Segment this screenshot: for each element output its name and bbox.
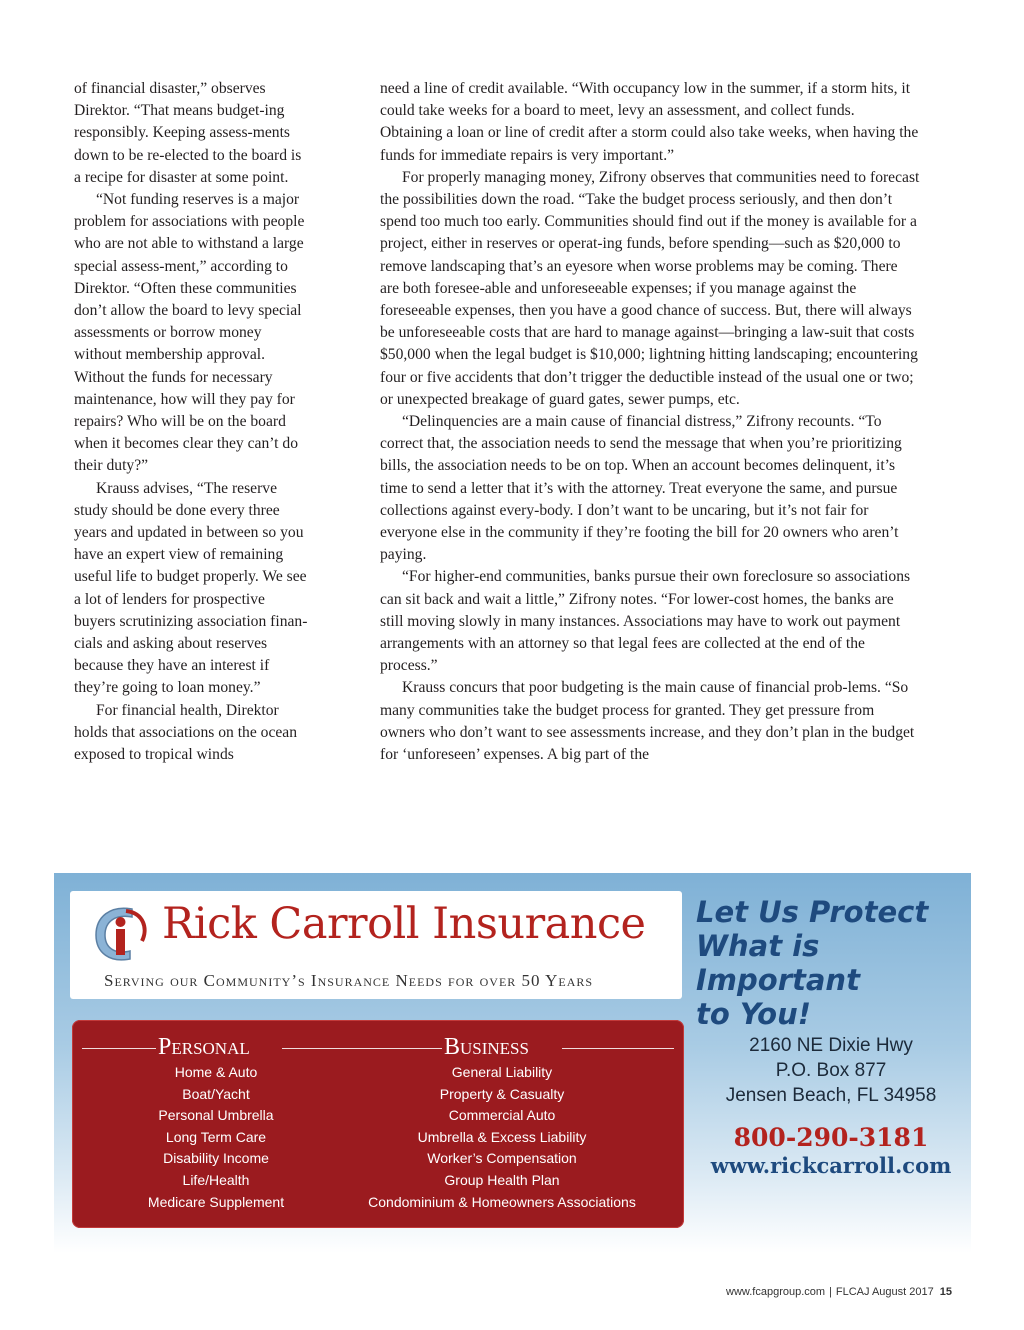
slogan-line: to You! — [696, 997, 811, 1031]
coverage-panel — [72, 1020, 684, 1228]
paragraph: For properly managing money, Zifrony observes that communities need to forecast the possibilities down the road. “Take the budget process seriously, and then don’t spend too much too early. Communities should find out if the money is available for a project, either in reserves or operat-ing funds, before spending—such as $20,000 to remove landscaping that’s an eyesore when worse problems may be coming. There are both foresee-able and unforeseeable expenses; if you manage against the foreseeable expenses, then you have a good chance of success. But, there will always be unforeseeable costs that are hard to manage against—bringing a law-suit that costs $50,000 when the legal budget is $10,000; lightning hitting landscaping; encountering four or five accidents that don’t trigger the deductible instead of the usual one or two; or unexpected breakage of guard gates, sewer pumps, etc. — [380, 168, 920, 408]
list-item: Umbrella & Excess Liability — [417, 1128, 587, 1145]
address-line: P.O. Box 877 — [775, 1060, 887, 1081]
paragraph: “For higher-end communities, banks pursue their own foreclosure so associations can sit back and wait a little,” Zifrony notes. “For lower-cost homes, the banks are still moving slowly in many instances. Associations may have to work out payment arrangements with an attorney so that legal fees are collected at the end of the process.” — [380, 568, 911, 675]
business-heading: Business — [444, 1034, 529, 1060]
list-item: Boat/Yacht — [182, 1085, 250, 1102]
paragraph: “Not funding reserves is a major problem for associations with people who are not able to withstand a large special assess-ment,” according to Direktor. “Often these communities don’t allow the board to levy special assessments or borrow money without membership approval. Without the funds for necessary maintenance, how will they pay for repairs? Who will be on the board when it becomes clear they can’t do their duty?” — [74, 191, 305, 475]
list-item: Home & Auto — [174, 1064, 258, 1080]
company-tagline: Serving our Community’s Insurance Needs for over 50 Years — [104, 971, 594, 990]
ad-logo-panel — [70, 891, 682, 999]
paragraph: “Delinquencies are a main cause of financial distress,” Zifrony recounts. “To correct that, the association needs to send the message that when you’re prioritizing bills, the association needs to be on top. When an account becomes delinquent, it’s time to send a letter that it’s with the attorney. Treat everyone the same, and pursue collections against every-body. I don’t want to be uncaring, but it’s not fair for everyone else in the community if they’re footing the bill for 20 owners who aren’t paying. — [380, 413, 902, 564]
slogan-line: What is Important — [696, 929, 860, 997]
list-item: Medicare Supplement — [147, 1193, 285, 1210]
list-item: Worker’s Compensation — [427, 1150, 577, 1167]
paragraph: of financial disaster,” observes Direktor. “That means budget-ing responsibly. Keeping assess-ments down to be re-elected to the board is a recipe for disaster at some point. — [74, 80, 302, 186]
personal-coverage-list — [126, 1062, 306, 1213]
paragraph: Krauss advises, “The reserve study should be done every three years and updated in between so you have an expert view of remaining useful life to budget properly. We see a lot of lenders for prospective buyers scrutinizing association finan-cials and asking about reserves because they have an interest if they’re going to loan money.” — [74, 479, 308, 697]
divider — [82, 1048, 156, 1049]
divider — [282, 1048, 442, 1049]
list-item: Life/Health — [182, 1171, 250, 1188]
company-phone: 800-290-3181 — [733, 1123, 929, 1152]
list-item: Property & Casualty — [439, 1085, 565, 1102]
paragraph: For financial health, Direktor holds that associations on the ocean exposed to tropical winds — [74, 701, 298, 764]
footer-separator: | — [829, 1286, 832, 1298]
divider — [562, 1048, 674, 1049]
personal-heading: Personal — [158, 1034, 250, 1060]
company-address — [696, 1033, 966, 1108]
company-name: Rick Carroll Insurance — [162, 899, 646, 949]
list-item: Condominium & Homeowners Associations — [368, 1193, 636, 1210]
company-logo-icon — [92, 903, 150, 965]
article-column-right — [380, 78, 920, 766]
footer-issue: FLCAJ August 2017 — [835, 1286, 934, 1298]
list-item: Disability Income — [163, 1150, 269, 1167]
company-website: www.rickcarroll.com — [710, 1153, 952, 1178]
business-coverage-list — [352, 1062, 652, 1213]
list-item: Personal Umbrella — [158, 1107, 274, 1124]
footer-site: www.fcapgroup.com — [726, 1286, 826, 1298]
paragraph: Krauss concurs that poor budgeting is the main cause of financial prob-lems. “So many communities take the budget process for granted. They get pressure from owners who don’t want to see assessments increase, and they don’t plan in the budget for ‘unforeseen’ expenses. A big part of the — [380, 679, 915, 764]
slogan-line: Let Us Protect — [696, 895, 929, 929]
list-item: Commercial Auto — [448, 1107, 556, 1124]
list-item: General Liability — [451, 1064, 553, 1080]
ad-slogan — [696, 895, 966, 1031]
page-footer — [726, 1286, 952, 1298]
article-column-left — [74, 78, 310, 766]
address-line: Jensen Beach, FL 34958 — [725, 1085, 937, 1106]
paragraph: need a line of credit available. “With occupancy low in the summer, if a storm hits, it could take weeks for a board to meet, levy an assessment, and collect funds. Obtaining a loan or line of credit after a storm could also take weeks, when having the funds for immediate repairs is very important.” — [380, 80, 919, 164]
address-line: 2160 NE Dixie Hwy — [749, 1035, 913, 1056]
insurance-advertisement — [54, 873, 971, 1253]
list-item: Long Term Care — [165, 1128, 267, 1145]
list-item: Group Health Plan — [444, 1171, 560, 1188]
page-number: 15 — [939, 1286, 952, 1298]
